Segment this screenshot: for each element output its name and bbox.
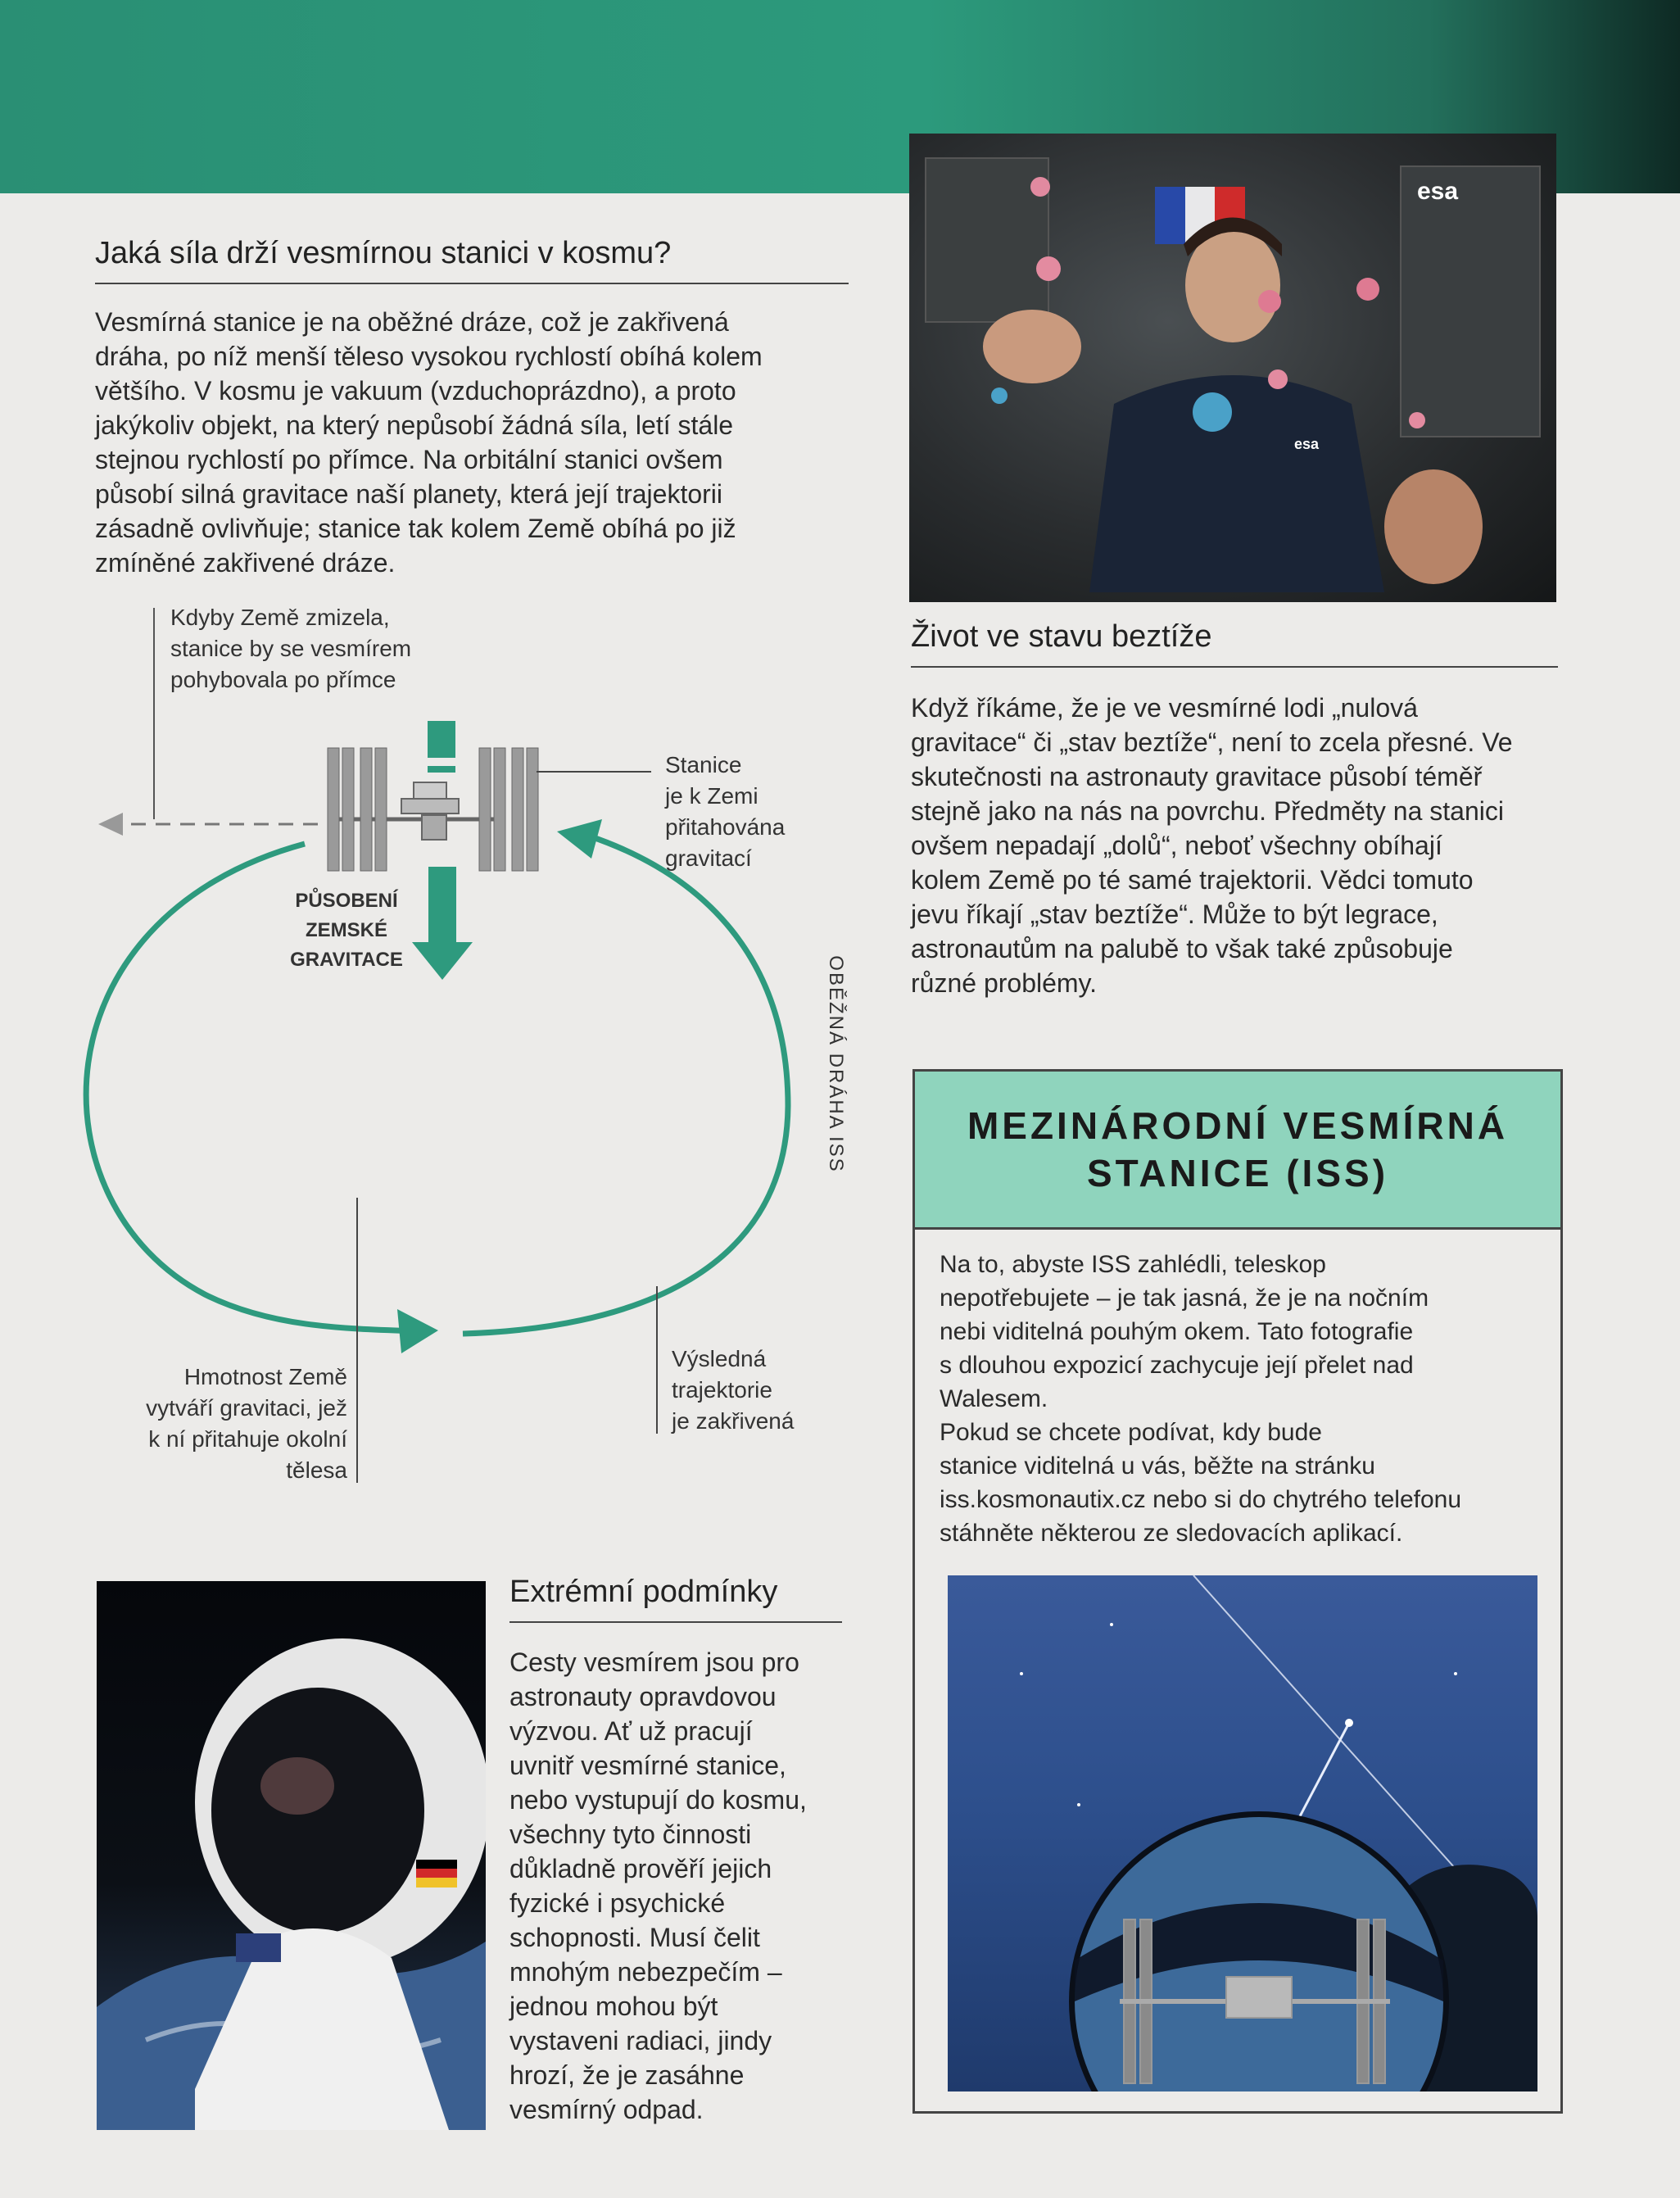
gravity-paragraph: Vesmírná stanice je na oběžné dráze, což je zakřivená dráha, po níž menší těleso vysokou rychlostí obíhá kolem většího. V kosmu je vakuum (vzduchoprázdno), a proto jakýkoliv objekt, na který nepůsobí žádná síla, letí stále stejnou rychlostí po přímce. Na orbitální stanici ovšem působí silná gravitace naší planety, která její trajektorii zásadně ovlivňuje; stanice tak kolem Země obíhá po již zmíněné zakřivené dráze.: [95, 307, 763, 578]
orbit-arrow-top: [557, 819, 602, 859]
label-trajectory: Výsledná trajektorie je zakřivená: [672, 1346, 795, 1434]
tangent-arrow: [98, 813, 123, 836]
label-attracted: Stanice je k Zemi přitahována gravitací: [665, 752, 786, 871]
weightless-paragraph: Když říkáme, že je ve vesmírné lodi „nulová gravitace“ či „stav beztíže“, není to zcela přesné. Ve skutečnosti na astronauty gravitace působí téměř stejně jako na nás na povrchu. Předměty na stanici ovšem nepadají „dolů“, neboť všechny obíhají kolem Země po té samé trajektorii. Vědci tomuto jevu říkají „stav beztíže“. Může to být legrace, astronautům na palubě to však také způsobuje různé problémy.: [911, 693, 1513, 998]
heading-gravity: Jaká síla drží vesmírnou stanici v kosmu?: [95, 236, 849, 284]
heading-extreme: Extrémní podmínky: [509, 1575, 842, 1623]
label-orbit: OBĚŽNÁ DRÁHA ISS: [825, 955, 847, 1173]
label-earth: Hmotnost Země vytváří gravitaci, jež k ní přitahuje okolní tělesa: [146, 1364, 347, 1483]
astronaut-juggling-photo: [909, 134, 1556, 602]
esa-badge: esa: [1294, 436, 1320, 452]
extreme-paragraph: Cesty vesmírem jsou pro astronauty opravdovou výzvou. Ať už pracují uvnitř vesmírné stanice, nebo vystupují do kosmu, všechny tyto činnosti důkladně prověří jejich fyzické i psychické schopnosti. Musí čelit mnohým nebezpečím – jednou mohou být vystaveni radiaci, jindy hrozí, že je zasáhne vesmírný odpad.: [509, 1647, 807, 2124]
label-force: PŮSOBENÍ ZEMSKÉ GRAVITACE: [290, 890, 403, 971]
iss-infobox: [912, 1069, 1563, 2114]
infobox-header: [915, 1072, 1560, 1230]
spacewalk-photo: [97, 1581, 486, 2130]
infobox-title: MEZINÁRODNÍ VESMÍRNÁ STANICE (ISS): [967, 1104, 1509, 1194]
orbit-arc-right: [463, 836, 788, 1334]
iss-illustration: [328, 721, 538, 871]
infobox-paragraph: Na to, abyste ISS zahlédli, teleskop nepotřebujete – je tak jasná, že je na nočním nebi viditelná pouhým okem. Tato fotografie s dlouhou expozicí zachycuje její přelet nad Walesem. Pokud se chcete podívat, kdy bude stanice viditelná u vás, běžte na stránku iss.kosmonautix.cz nebo si do chytrého telefonu stáhněte některou ze sledovacích aplikací.: [940, 1251, 1462, 1547]
heading-weightless: Život ve stavu beztíže: [911, 619, 1558, 668]
orbit-arrow-bottom: [397, 1309, 438, 1353]
iss-night-sky-photo: [948, 1575, 1537, 2091]
esa-logo: esa: [1417, 178, 1459, 205]
label-disappear: Kdyby Země zmizela, stanice by se vesmírem pohybovala po přímce: [170, 605, 412, 692]
